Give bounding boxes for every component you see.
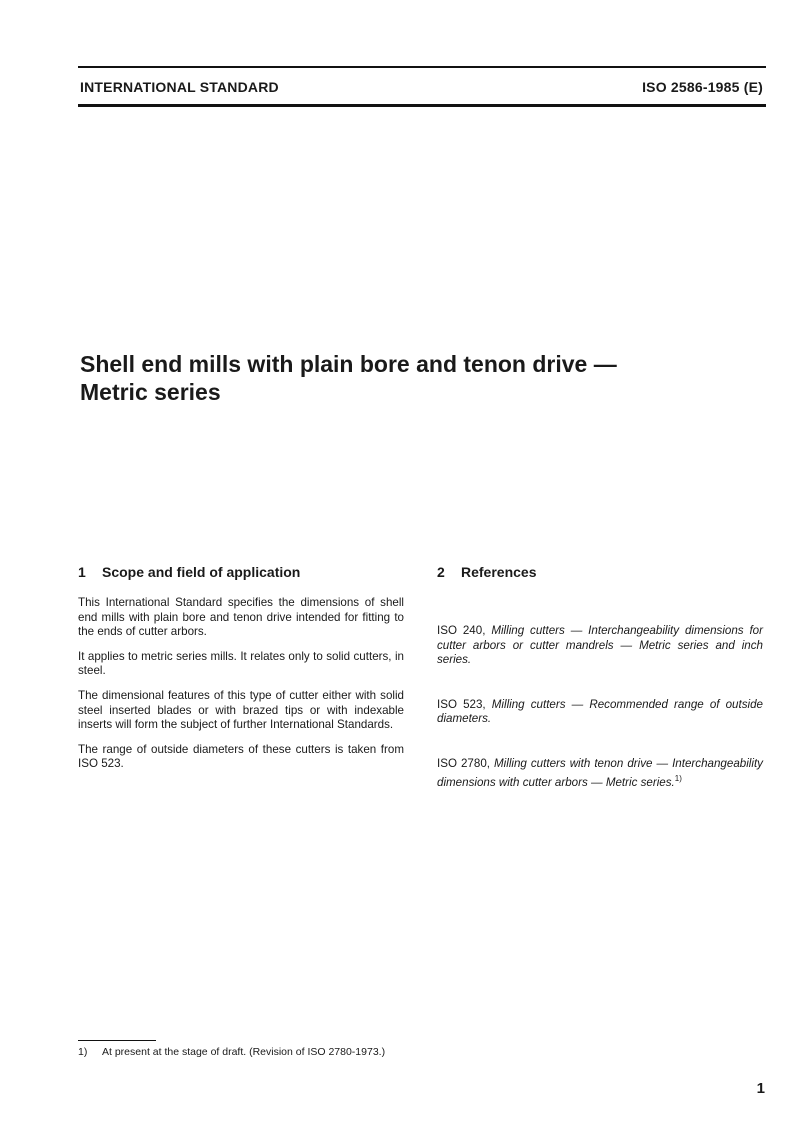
section-number: 2: [437, 564, 445, 580]
section-heading: [78, 563, 404, 581]
reference-item: [437, 624, 763, 668]
section-title: Scope and field of application: [102, 564, 301, 580]
section-references: [437, 563, 763, 820]
paragraph: This International Standard specifies the dimensions of shell end mills with plain bore and tenon drive intended for fitting to the ends of cutter arbors.: [78, 596, 404, 639]
reference-title: Milling cutters — Recommended range of outside diameters.: [437, 697, 763, 726]
reference-code: ISO 2780,: [437, 756, 490, 770]
footnote-text: At present at the stage of draft. (Revision of ISO 2780-1973.): [102, 1046, 386, 1058]
document-type-label: INTERNATIONAL STANDARD: [80, 79, 279, 95]
paragraph: It applies to metric series mills. It relates only to solid cutters, in steel.: [78, 649, 404, 678]
paragraph: The range of outside diameters of these cutters is taken from ISO 523.: [78, 742, 404, 771]
reference-title: Milling cutters — Interchangeability dimensions for cutter arbors or cutter mandrels — Metric series and inch series.: [437, 624, 763, 667]
reference-item: [437, 698, 763, 727]
footnote: [78, 1046, 385, 1058]
section-title: References: [461, 564, 537, 580]
reference-code: ISO 523,: [437, 697, 486, 711]
reference-list: [437, 596, 763, 790]
section-scope: [78, 563, 404, 782]
reference-code: ISO 240,: [437, 624, 486, 637]
footnote-reference: 1): [674, 773, 682, 783]
title-line-2: Metric series: [80, 379, 221, 405]
section-number: 1: [78, 564, 86, 580]
footnote-rule: [78, 1040, 156, 1041]
footnote-mark: 1): [78, 1046, 88, 1058]
reference-item: [437, 757, 763, 790]
paragraph: The dimensional features of this type of cutter either with solid steel inserted blades or with brazed tips or with indexable inserts will form the subject of further International Standards.: [78, 688, 404, 732]
page-number: 1: [756, 1080, 765, 1097]
document-title: [80, 350, 760, 406]
section-heading: [437, 563, 763, 581]
reference-title: Milling cutters with tenon drive — Interchangeability dimensions with cutter arbors — Metric series.: [437, 756, 763, 789]
header-top-rule: [78, 66, 766, 68]
standard-number: ISO 2586-1985 (E): [642, 79, 763, 95]
title-line-1: Shell end mills with plain bore and tenon drive —: [80, 351, 617, 377]
header-bottom-rule: [78, 104, 766, 107]
